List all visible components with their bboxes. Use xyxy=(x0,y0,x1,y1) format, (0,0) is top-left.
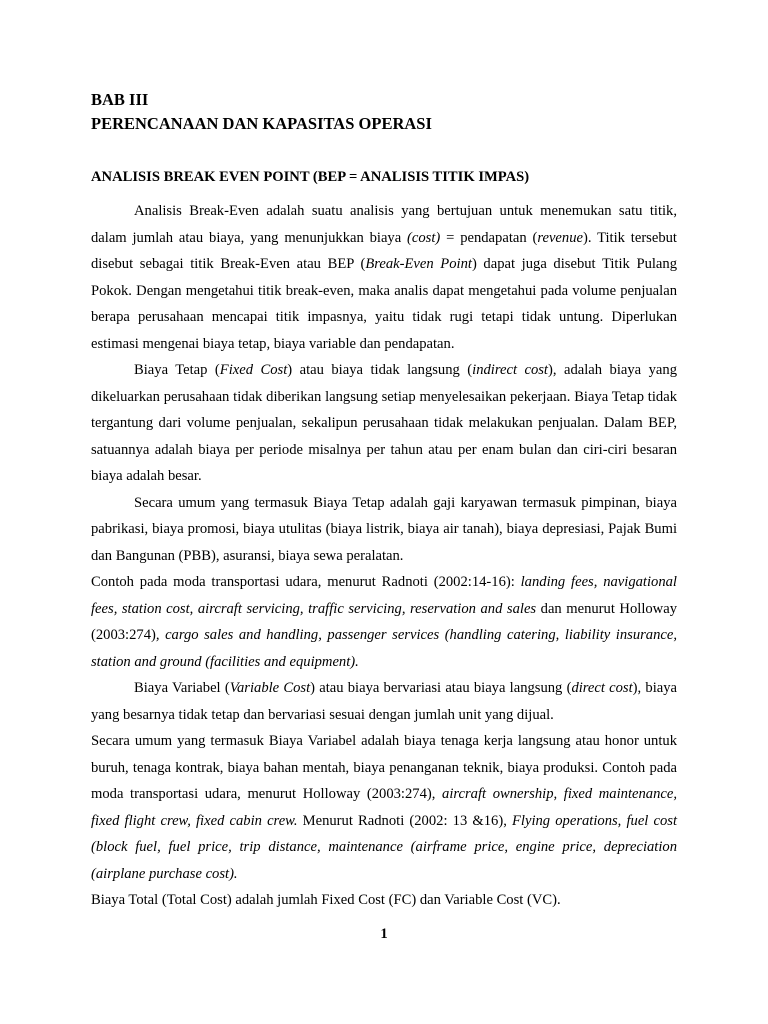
text-run: Biaya Variabel ( xyxy=(134,680,230,696)
paragraph-fixed-cost-examples xyxy=(91,569,677,675)
paragraph-total-cost: Biaya Total (Total Cost) adalah jumlah Fixed Cost (FC) dan Variable Cost (VC). xyxy=(91,892,561,908)
text-run: Biaya Tetap ( xyxy=(134,362,220,378)
text-run: Analisis Break-Even adalah suatu analisis yang bertujuan untuk menemukan satu titik, dalam jumlah atau biaya, yang menunjukkan biaya xyxy=(91,203,677,246)
italic-term: , cargo sales and handling, passenger services (handling catering, liability insurance, station and ground (facilities and equipment). xyxy=(91,627,677,670)
text-run: ), biaya yang besarnya tidak tetap dan bervariasi sesuai dengan jumlah unit yang dijual. xyxy=(91,680,678,723)
paragraph-bep-definition xyxy=(91,198,677,357)
text-run: = pendapatan ( xyxy=(440,229,538,246)
text-run: ). Titik tersebut disebut sebagai titik Break-Even atau BEP ( xyxy=(91,229,677,272)
text-run: Contoh pada moda transportasi udara, menurut Radnoti (2002:14-16): xyxy=(91,574,521,590)
text-run: ) atau biaya tidak langsung ( xyxy=(287,362,473,378)
paragraph-variable-cost xyxy=(91,675,677,728)
italic-term: Break-Even Point xyxy=(365,256,472,272)
italic-term: Fixed Cost xyxy=(219,362,288,378)
text-run: Menurut Radnoti (2002: 13 &16), xyxy=(297,812,512,829)
paragraph-variable-cost-items xyxy=(91,728,677,887)
italic-term: landing fees, navigational fees, station cost, aircraft servicing, traffic servicing, reservation and sales xyxy=(91,574,677,617)
chapter-number: BAB III xyxy=(91,90,149,109)
text-run: dan menurut Holloway (2003:274) xyxy=(91,600,677,643)
text-run: ) dapat juga disebut Titik Pulang Pokok. Dengan mengetahui titik break-even, maka analis dapat mengetahui pada volume penjualan berapa perusahaan mencapai titik impasnya, yaitu tidak rugi tetapi tidak untung. Diperlukan estimasi mengenai biaya tetap, biaya variable dan pendapatan. xyxy=(91,256,678,352)
page-number: 1 xyxy=(380,926,388,942)
paragraph-fixed-cost xyxy=(91,357,677,490)
italic-term: indirect cost xyxy=(472,362,548,378)
italic-term: Flying operations, fuel cost (block fuel, fuel price, trip distance, maintenance (airframe price, engine price, depreciation (airplane purchase cost). xyxy=(91,812,678,882)
italic-term: aircraft ownership, fixed maintenance, fixed flight crew, fixed cabin crew. xyxy=(91,786,677,829)
chapter-title: PERENCANAAN DAN KAPASITAS OPERASI xyxy=(91,114,432,133)
italic-term: Variable Cost xyxy=(229,680,311,696)
italic-term: revenue xyxy=(537,229,583,246)
italic-term: direct cost xyxy=(571,680,633,696)
chapter-heading xyxy=(91,88,432,136)
text-run: ), adalah biaya yang dikeluarkan perusahaan tidak diberikan langsung setiap menyelesaikan pekerjaan. Biaya Tetap tidak tergantung dari volume penjualan, sekalipun perusahaan tidak melakukan penjualan. Dalam BEP, satuannya adalah biaya per periode misalnya per tahun atau per enam bulan dan ciri-ciri besaran biaya adalah besar. xyxy=(91,362,677,484)
body-text xyxy=(91,198,677,914)
text-run: Secara umum yang termasuk Biaya Variabel adalah biaya tenaga kerja langsung atau honor untuk buruh, tenaga kontrak, biaya bahan mentah, biaya penanganan teknik, biaya produksi. Contoh pada moda transportasi udara, menurut Holloway (2003:274), xyxy=(91,733,677,802)
section-heading: ANALISIS BREAK EVEN POINT (BEP = ANALISIS TITIK IMPAS) xyxy=(91,169,530,185)
text-run: ) atau biaya bervariasi atau biaya langsung ( xyxy=(310,680,572,696)
paragraph-fixed-cost-items: Secara umum yang termasuk Biaya Tetap adalah gaji karyawan termasuk pimpinan, biaya pabrikasi, biaya promosi, biaya utulitas (biaya listrik, biaya air tanah), biaya depresiasi, Pajak Bumi dan Bangunan (PBB), asuransi, biaya sewa peralatan. xyxy=(91,494,677,564)
italic-term: (cost) xyxy=(407,229,441,246)
